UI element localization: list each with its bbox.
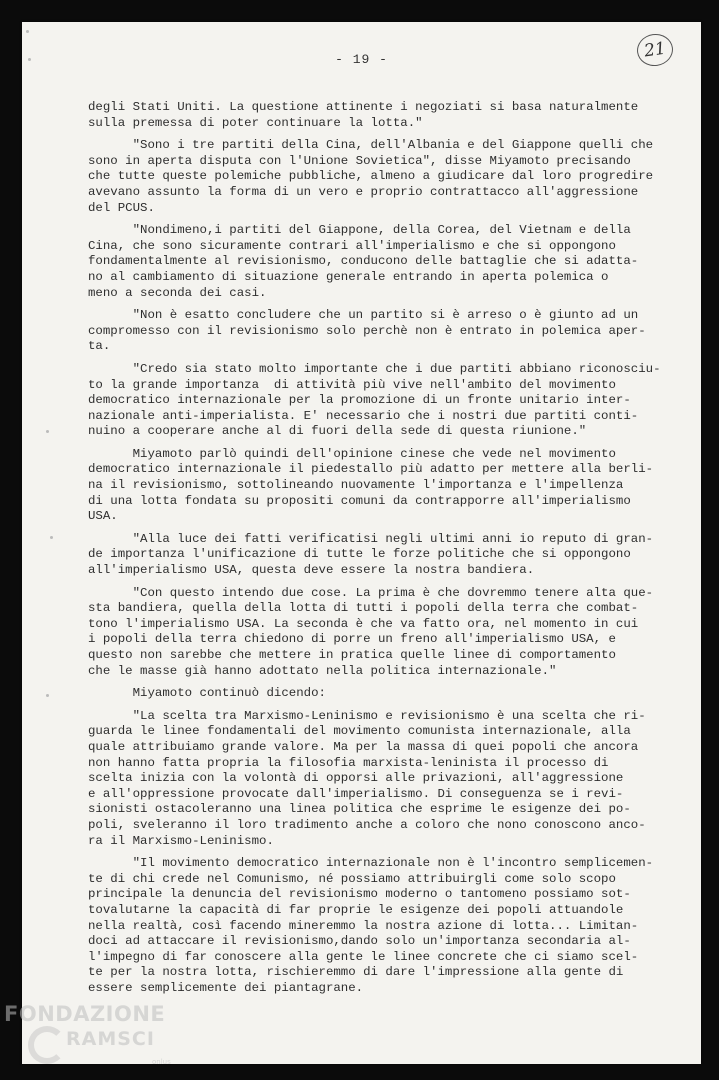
paragraph-11: "Il movimento democratico internazionale non è l'incontro semplicemen- te di chi crede nel Comunismo, né possiamo attribuirgli come solo scopo principale la denuncia del revisionismo moderno o tantomeno possiamo sot- tovalutarne la capacità di far proprie le esigenze dei popoli attuandole nella realtà, così facendo mineremmo la nostra azione di lotta... Limitan- doci ad attaccare il revisionismo,dando solo un'importanza secondaria al- l'impegno di far conoscere alla gente le linee concrete che ci siamo scel- te per la nostra lotta, rischieremmo di dare l'impressione alla gente di essere semplicemente dei piantagrane. bbox=[88, 856, 654, 995]
margin-dot bbox=[28, 58, 31, 61]
page-number: - 19 - bbox=[335, 52, 388, 67]
paragraph-1: degli Stati Uniti. La questione attinente i negoziati si basa naturalmente sulla premessa di poter continuare la lotta." bbox=[88, 100, 639, 130]
paragraph-7: "Alla luce dei fatti verificatisi negli ultimi anni io reputo di gran- de importanza l'unificazione di tutte le forze politiche che si oppongono all'imperialismo USA, questa deve essere la nostra bandiera. bbox=[88, 531, 654, 578]
handwritten-page-stamp: 21 bbox=[635, 32, 675, 69]
paragraph-5: "Credo sia stato molto importante che i due partiti abbiano riconosciu- to la grande importanza di attività più vive nell'ambito del movimento democratico internazionale per la promozione di un fronte unitario inter- nazionale anti-imperialista. E' necessario che i nostri due partiti conti- nuino a cooperare anche al di fuori della sede di questa riunione." bbox=[88, 361, 661, 439]
paragraph-6: Miyamoto parlò quindi dell'opinione cinese che vede nel movimento democratico internazionale il piedestallo più adatto per mettere alla berli- na il revisionismo, sottolineando nuovamente l'importanza e l'impellenza di una lotta fondata su propositi comuni da contrapporre all'imperialismo USA. bbox=[88, 446, 654, 524]
watermark-line-1: FONDAZIONE bbox=[4, 1002, 166, 1026]
margin-dot bbox=[46, 430, 49, 433]
watermark-small: onlus bbox=[152, 1058, 171, 1066]
margin-dot bbox=[50, 536, 53, 539]
paragraph-2: "Sono i tre partiti della Cina, dell'Albania e del Giappone quelli che sono in aperta disputa con l'Unione Sovietica", disse Miyamoto precisando che tutte queste polemiche pubbliche, almeno a giudicare dal loro progredire avevano assunto la forma di un vero e proprio contrattacco all'aggressione del PCUS. bbox=[88, 138, 654, 215]
margin-dot bbox=[26, 30, 29, 33]
fondazione-gramsci-watermark bbox=[4, 1002, 254, 1080]
margin-dot bbox=[46, 694, 49, 697]
watermark-line-2: RAMSCI bbox=[66, 1028, 155, 1050]
paragraph-10: "La scelta tra Marxismo-Leninismo e revisionismo è una scelta che ri- guarda le linee fondamentali del movimento comunista internazionale, alla quale attribuiamo grande valore. Ma per la massa di quei popoli che ancora non hanno fatta propria la filosofia marxista-leninista il processo di scelta inizia con la volontà di opporsi alle privazioni, all'aggressione e all'oppressione provocate dall'imperialismo. Di conseguenza se i revi- sionisti ostacoleranno una linea politica che esprime le esigenze dei po- poli, sveleranno il loro tradimento anche a coloro che nono conoscono anco- ra il Marxismo-Leninismo. bbox=[88, 708, 646, 848]
document-body bbox=[88, 100, 690, 1003]
paragraph-4: "Non è esatto concludere che un partito si è arreso o è giunto ad un compromesso con il revisionismo solo perchè non è entrato in polemica aper- ta. bbox=[88, 308, 646, 354]
paragraph-8: "Con questo intendo due cose. La prima è che dovremmo tenere alta que- sta bandiera, quella della lotta di tutti i popoli della terra che combat- tono l'imperialismo USA. La seconda è che va fatto ora, nel momento in cui i popoli della terra chiedono di porre un freno all'imperialismo USA, e questo non sarebbe che mettere in pratica quelle linee di comportamento che le masse già hanno adottato nella politica internazionale." bbox=[88, 585, 654, 678]
paragraph-9: Miyamoto continuò dicendo: bbox=[88, 686, 326, 701]
document-page bbox=[22, 22, 701, 1064]
gramsci-g-logo-icon bbox=[28, 1026, 66, 1064]
paragraph-3: "Nondimeno,i partiti del Giappone, della Corea, del Vietnam e della Cina, che sono sicuramente contrari all'imperialismo e che si oppongono fondamentalmente al revisionismo, conducono delle battaglie che si adatta- no al cambiamento di situazione generale entrando in aperta polemica o meno a seconda dei casi. bbox=[88, 223, 639, 300]
